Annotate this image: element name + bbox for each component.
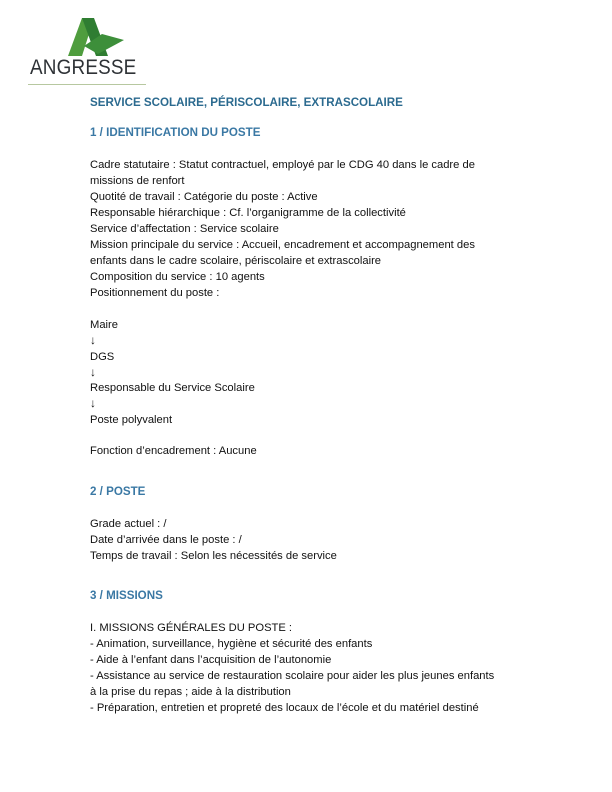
date-arrivee: Date d’arrivée dans le poste : / <box>90 533 242 546</box>
hierarchy-level: Poste polyvalent <box>90 413 173 426</box>
mission-item: - Aide à l’enfant dans l’acquisition de l’autonomie <box>90 653 332 666</box>
org-hierarchy <box>90 317 520 428</box>
missions-subtitle: I. MISSIONS GÉNÉRALES DU POSTE : <box>90 621 293 634</box>
down-arrow-icon: ↓ <box>90 396 96 410</box>
mission-item: - Assistance au service de restauration scolaire pour aider les plus jeunes enfants à la prise du repas ; aide à la distribution <box>90 669 495 698</box>
down-arrow-icon: ↓ <box>90 333 96 347</box>
temps-travail: Temps de travail : Selon les nécessités de service <box>90 549 337 562</box>
down-arrow-icon: ↓ <box>90 364 96 379</box>
logo-wordmark: ANGRESSE <box>30 56 137 79</box>
section-3-title: 3 / MISSIONS <box>90 588 163 602</box>
angresse-logo <box>28 16 146 88</box>
service-affectation: Service d’affectation : Service scolaire <box>90 223 279 235</box>
section-2-body <box>90 516 520 564</box>
section-1-title: 1 / IDENTIFICATION DU POSTE <box>90 126 261 139</box>
responsable-hierarchique: Responsable hiérarchique : Cf. l’organigramme de la collectivité <box>90 207 406 219</box>
mission-item: - Animation, surveillance, hygiène et sécurité des enfants <box>90 637 373 650</box>
fonction-encadrement: Fonction d’encadrement : Aucune <box>90 444 257 457</box>
mission-principale: Mission principale du service : Accueil, encadrement et accompagnement des enfants dans le cadre scolaire, périscolaire et extrascolaire <box>90 239 475 267</box>
section-2-title: 2 / POSTE <box>90 484 146 498</box>
mission-item: - Préparation, entretien et propreté des locaux de l’école et du matériel destiné <box>90 701 479 714</box>
section-1-body <box>90 157 520 459</box>
document-body <box>90 96 520 716</box>
hierarchy-level: DGS <box>90 350 115 363</box>
quotite-travail: Quotité de travail : Catégorie du poste : Active <box>90 191 318 203</box>
positionnement-poste: Positionnement du poste : <box>90 287 220 299</box>
cadre-statutaire: Cadre statutaire : Statut contractuel, employé par le CDG 40 dans le cadre de missions de renfort <box>90 159 475 187</box>
logo-underline <box>28 84 146 85</box>
grade-actuel: Grade actuel : / <box>90 517 167 530</box>
hierarchy-level: Responsable du Service Scolaire <box>90 382 255 394</box>
document-title: SERVICE SCOLAIRE, PÉRISCOLAIRE, EXTRASCOLAIRE <box>90 96 403 109</box>
angresse-logo-icon <box>58 16 128 58</box>
hierarchy-level: Maire <box>90 319 118 331</box>
composition-service: Composition du service : 10 agents <box>90 271 265 283</box>
section-3-body <box>90 620 520 716</box>
